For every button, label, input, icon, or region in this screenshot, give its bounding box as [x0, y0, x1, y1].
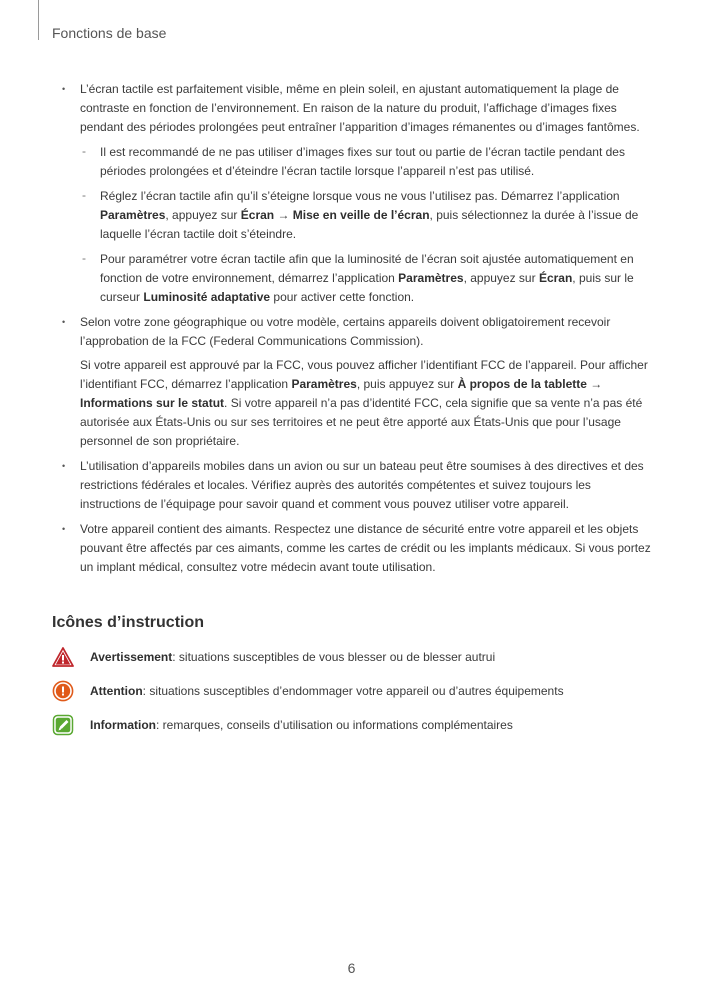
instruction-information — [52, 714, 513, 736]
section-header: Fonctions de base — [52, 25, 167, 41]
status-info-menu-name: Informations sur le statut — [80, 396, 225, 410]
adaptive-brightness-name: Luminosité adaptative — [143, 290, 271, 304]
fcc-paragraph: Si votre appareil est approuvé par la FCC, vous pouvez afficher l’identifiant FCC de l’appareil. Pour afficher l’identifiant FCC, démarrez l’application Paramètres, puis appuyez sur À propos de la tablette → Informations sur le statut. Si votre appareil n’a pas d’identité FCC, cela signifie que sa vente n’a pas été autorisée aux États-Unis ou sur ses territoires et ne peut être apporté aux États-Unis que pour l’usage personnel de son propriétaire. — [80, 358, 648, 448]
instruction-warning — [52, 646, 495, 668]
screen-timeout-menu-name: Mise en veille de l’écran — [292, 208, 430, 222]
bullet-aircraft-use — [62, 457, 652, 514]
caution-circle-icon — [52, 680, 74, 702]
about-tablet-menu-name: À propos de la tablette — [457, 377, 587, 391]
sub-item-screen-timeout: - Réglez l’écran tactile afin qu’il s’éteigne lorsque vous ne vous l’utilisez pas. Démarrez l’application Paramètres, appuyez sur Écran → Mise en veille de l’écran, puis sélectionnez la durée à l’issue de laquelle l’écran tactile doit s’éteindre. — [80, 187, 652, 244]
settings-app-name: Paramètres — [100, 208, 166, 222]
bullet-fcc — [62, 313, 652, 451]
warning-label: Avertissement — [90, 650, 173, 664]
bullet-text: • L’utilisation d’appareils mobiles dans un avion ou sur un bateau peut être soumises à des directives et des restrictions fédérales et locales. Vérifiez auprès des autorités compétentes et suivez toujours les instructions de l’équipage pour savoir quand et comment vous pouvez utiliser votre appareil. — [80, 459, 644, 511]
warning-desc: : situations susceptibles de vous blesser ou de blesser autrui — [172, 650, 496, 664]
instruction-caution — [52, 680, 564, 702]
note-pencil-icon — [52, 714, 74, 736]
settings-app-name: Paramètres — [291, 377, 357, 391]
bullet-display-visibility — [62, 80, 652, 307]
header-rule — [38, 0, 39, 40]
sub-item-adaptive-brightness: - Pour paramétrer votre écran tactile afin que la luminosité de l’écran soit ajustée automatiquement en fonction de votre environnement, démarrez l’application Paramètres, appuyez sur Écran, puis sur le curseur Luminosité adaptative pour activer cette fonction. — [80, 250, 652, 307]
content-body — [62, 80, 652, 583]
settings-app-name: Paramètres — [398, 271, 464, 285]
sub-item-static-images: - Il est recommandé de ne pas utiliser d’images fixes sur tout ou partie de l’écran tactile pendant des périodes prolongées et d’éteindre l’écran tactile lorsque l’appareil n’est pas utilisé. — [80, 143, 652, 181]
bullet-text: • Votre appareil contient des aimants. Respectez une distance de sécurité entre votre appareil et les objets pouvant être affectés par ces aimants, comme les cartes de crédit ou les implants médicaux. Si vous portez un implant médical, consultez votre médecin avant toute utilisation. — [80, 522, 651, 574]
caution-label: Attention — [90, 684, 143, 698]
page-number: 6 — [347, 960, 356, 976]
warning-triangle-icon — [52, 646, 74, 668]
display-menu-name: Écran — [240, 208, 275, 222]
information-label: Information — [90, 718, 156, 732]
bullet-text: • L’écran tactile est parfaitement visible, même en plein soleil, en ajustant automatiquement la plage de contraste en fonction de l’environnement. En raison de la nature du produit, l’affichage d’images fixes pendant des périodes prolongées peut entraîner l’apparition d’images rémanentes ou d’images fantômes. — [80, 82, 640, 134]
bullet-magnets — [62, 520, 652, 577]
information-desc: : remarques, conseils d’utilisation ou informations complémentaires — [156, 718, 513, 732]
caution-desc: : situations susceptibles d’endommager votre appareil ou d’autres équipements — [142, 684, 564, 698]
display-menu-name: Écran — [538, 271, 573, 285]
section-title: Icônes d’instruction — [52, 614, 205, 631]
bullet-text: • Selon votre zone géographique ou votre modèle, certains appareils doivent obligatoirement recevoir l’approbation de la FCC (Federal Communications Commission). — [80, 315, 611, 348]
